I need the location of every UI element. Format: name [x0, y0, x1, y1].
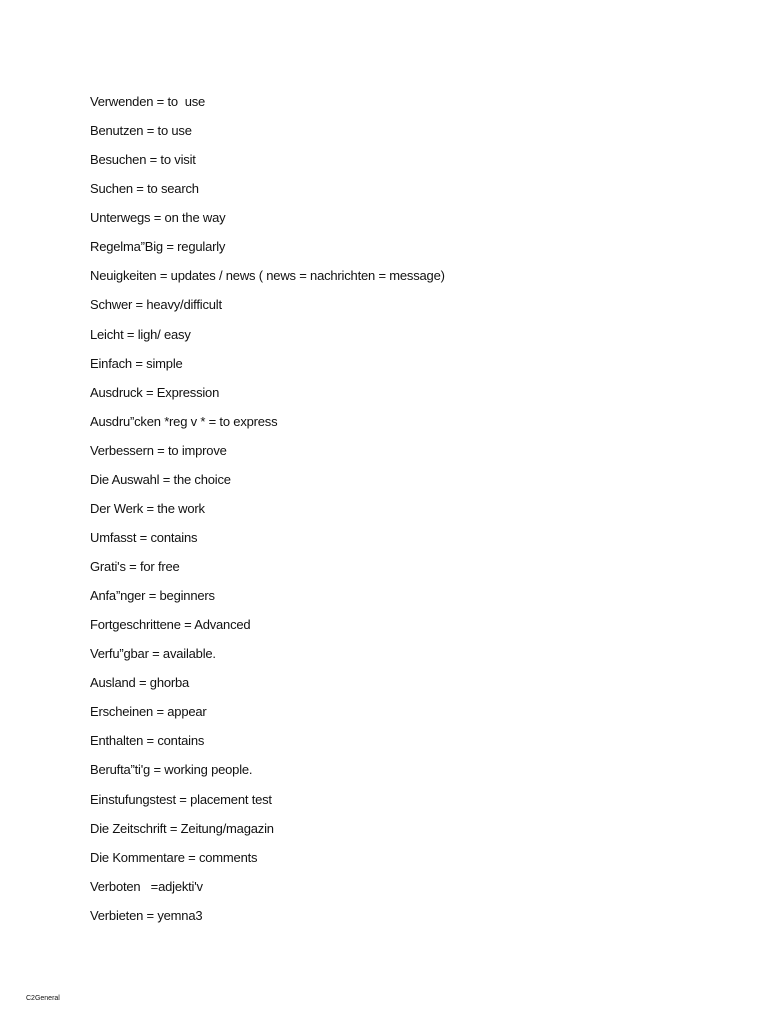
vocab-entry: Verbessern = to improve — [90, 442, 227, 458]
vocab-entry: Besuchen = to visit — [90, 152, 196, 168]
vocab-entry: Einstufungstest = placement test — [90, 791, 272, 807]
vocab-entry: Ausland = ghorba — [90, 675, 190, 691]
vocab-entry: Verboten =adjekti'v — [90, 878, 203, 894]
vocab-entry: Neuigkeiten = updates / news ( news = nachrichten = message) — [90, 268, 445, 284]
vocab-entry: Schwer = heavy/difficult — [90, 297, 222, 313]
vocab-entry: Leicht = ligh/ easy — [90, 326, 191, 342]
vocab-entry: Verbieten = yemna3 — [90, 907, 203, 923]
vocab-entry: Verfu”gbar = available. — [90, 646, 216, 662]
vocab-entry: Die Kommentare = comments — [90, 849, 258, 865]
vocab-entry: Die Auswahl = the choice — [90, 471, 231, 487]
vocabulary-list — [90, 93, 445, 936]
vocab-entry: Suchen = to search — [90, 181, 199, 197]
vocab-entry: Erscheinen = appear — [90, 704, 207, 720]
vocab-entry: Grati's = for free — [90, 559, 180, 574]
vocab-entry: Umfasst = contains — [90, 529, 198, 545]
vocab-entry: Anfa”nger = beginners — [90, 588, 215, 604]
vocab-entry: Einfach = simple — [90, 355, 183, 371]
footer-classification-label: C2General — [26, 995, 60, 1002]
vocab-entry: Der Werk = the work — [90, 500, 205, 516]
vocab-entry: Enthalten = contains — [90, 733, 205, 749]
vocab-entry: Verwenden = to use — [90, 94, 206, 109]
vocab-entry: Die Zeitschrift = Zeitung/magazin — [90, 820, 274, 836]
vocab-entry: Berufta”ti'g = working people. — [90, 762, 253, 778]
vocab-entry: Fortgeschrittene = Advanced — [90, 617, 251, 633]
vocab-entry: Ausdru”cken *reg v * = to express — [90, 413, 278, 429]
vocab-entry: Ausdruck = Expression — [90, 384, 220, 400]
vocab-entry: Regelma”Big = regularly — [90, 239, 226, 255]
vocab-entry: Unterwegs = on the way — [90, 210, 226, 226]
vocab-entry: Benutzen = to use — [90, 123, 192, 139]
